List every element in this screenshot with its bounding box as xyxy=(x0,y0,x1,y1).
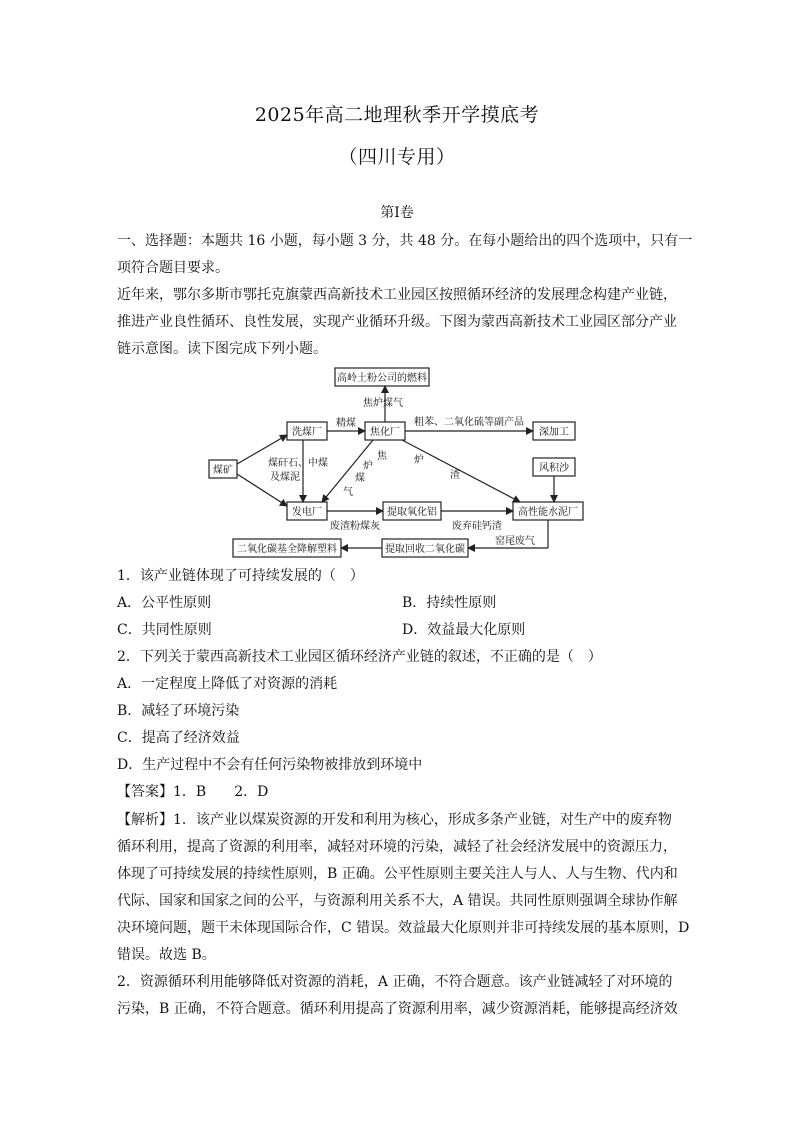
node-label: 洗煤厂 xyxy=(292,427,322,438)
q1-option-d: D．效益最大化原则 xyxy=(402,622,526,638)
edge-label: 煤 xyxy=(355,473,365,484)
node-label: 高性能水泥厂 xyxy=(518,507,578,518)
node-label: 高岭土粉公司的燃料 xyxy=(337,373,427,384)
instructions-line: 一、选择题：本题共 16 小题，每小题 3 分，共 48 分。在每小题给出的四个选项中，只有一 xyxy=(117,233,693,249)
node-label: 风积沙 xyxy=(539,463,569,474)
analysis-line: 体现了可持续发展的持续性原则，B 正确。公平性原则主要关注人与人、人与生物、代内和 xyxy=(117,866,678,882)
edge-label: 粗苯、二氧化硫等副产品 xyxy=(414,417,524,428)
question-2-stem: 2．下列关于蒙西高新技术工业园区循环经济产业链的叙述，不正确的是（ ） xyxy=(117,649,602,665)
node-label: 深加工 xyxy=(539,427,569,438)
question-1-stem: 1．该产业链体现了可持续发展的（ ） xyxy=(117,568,364,584)
edge-label: 废渣粉煤灰 xyxy=(330,521,380,532)
q2-option-c: C．提高了经济效益 xyxy=(117,730,240,746)
edge-label: 煤矸石、中煤 xyxy=(268,458,328,469)
q1-option-a: A．公平性原则 xyxy=(117,595,212,611)
q1-option-c: C．共同性原则 xyxy=(117,622,212,638)
edge-label: 气 xyxy=(343,487,353,498)
passage-line: 链示意图。读下图完成下列小题。 xyxy=(117,341,327,357)
edge-label: 炉 xyxy=(363,461,373,472)
analysis-line: 代际、国家和国家之间的公平，与资源利用关系不大，A 错误。共同性原则强调全球协作解 xyxy=(117,893,678,909)
node-label: 发电厂 xyxy=(292,507,322,518)
industry-chain-diagram xyxy=(0,365,794,565)
edge-label: 渣 xyxy=(450,470,460,481)
analysis-line: 2．资源循环利用能够降低对资源的消耗，A 正确，不符合题意。该产业链减轻了对环境的 xyxy=(117,974,673,990)
edge-label: 废弃硅钙渣 xyxy=(452,521,502,532)
edge-label: 焦 xyxy=(377,451,387,462)
instructions-line: 项符合题目要求。 xyxy=(117,260,229,276)
analysis-line: 决环境问题，题干未体现国际合作，C 错误。效益最大化原则并非可持续发展的基本原则，D xyxy=(117,920,690,936)
edge-label: 焦炉煤气 xyxy=(363,398,403,409)
analysis-line: 循环利用，提高了资源的利用率，减轻对环境的污染，减轻了社会经济发展中的资源压力， xyxy=(117,839,677,855)
analysis-line: 【解析】1．该产业以煤炭资源的开发和利用为核心，形成多条产业链，对生产中的废弃物 xyxy=(117,812,672,828)
analysis-line: 错误。故选 B。 xyxy=(117,947,216,963)
answer-line: 【答案】1．B 2．D xyxy=(117,784,269,800)
node-label: 提取氧化铝 xyxy=(387,507,437,518)
node-label: 煤矿 xyxy=(213,465,233,476)
edge-label: 及煤泥 xyxy=(270,472,300,483)
node-label: 提取回收二氧化碳 xyxy=(385,544,465,555)
arrow xyxy=(402,440,520,502)
edge-label: 窑尾废气 xyxy=(495,536,535,547)
analysis-line: 污染，B 正确，不符合题意。循环利用提高了资源利用率，减少资源消耗，能够提高经济效 xyxy=(117,1001,678,1017)
node-label: 焦化厂 xyxy=(370,427,400,438)
q1-option-b: B．持续性原则 xyxy=(402,595,497,611)
passage-line: 推进产业良性循环、良性发展，实现产业循环升级。下图为蒙西高新技术工业园区部分产业 xyxy=(117,314,677,330)
volume-heading: 第Ⅰ卷 xyxy=(380,205,414,221)
node-label: 二氧化碳基全降解塑料 xyxy=(237,544,337,555)
q2-option-d: D．生产过程中不会有任何污染物被排放到环境中 xyxy=(117,757,423,773)
page-title: 2025年高二地理秋季开学摸底考 xyxy=(254,104,540,126)
q2-option-b: B．减轻了环境污染 xyxy=(117,703,240,719)
edge-label: 炉 xyxy=(414,455,424,466)
edge-label: 精煤 xyxy=(336,418,356,429)
q2-option-a: A．一定程度上降低了对资源的消耗 xyxy=(117,676,338,692)
passage-line: 近年来，鄂尔多斯市鄂托克旗蒙西高新技术工业园区按照循环经济的发展理念构建产业链， xyxy=(117,287,677,303)
page-subtitle: （四川专用） xyxy=(338,146,456,168)
